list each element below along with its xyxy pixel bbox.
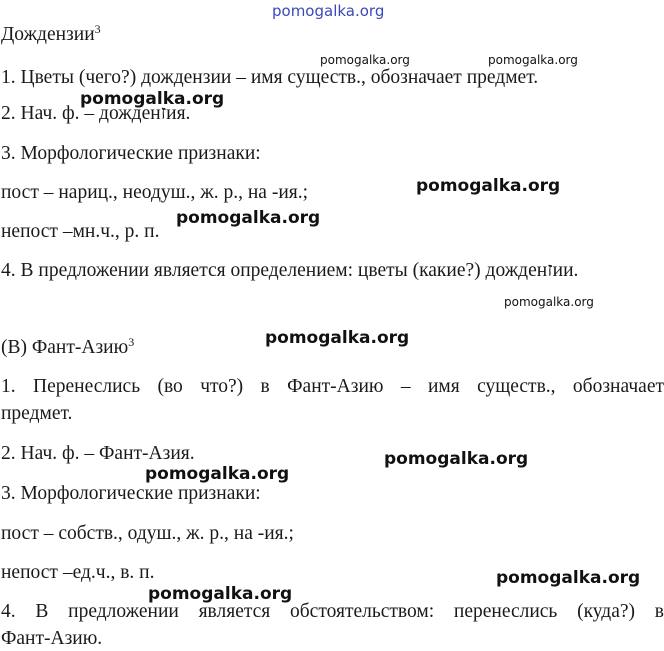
heading-b-word: Фант-Азию [31, 337, 129, 358]
heading-a [1, 23, 101, 47]
para-a-6: 4. В предложении является определением: цветы (какие?) дожденזии. [1, 260, 579, 281]
watermark: pomogalka.org [320, 53, 410, 67]
watermark: pomogalka.org [145, 464, 290, 484]
para-b-1-cont: предмет. [1, 403, 73, 424]
watermark: pomogalka.org [176, 208, 321, 228]
para-b-6-cont: Фант-Азию. [1, 628, 103, 649]
watermark: pomogalka.org [416, 176, 561, 196]
para-a-3: 3. Морфологические признаки: [1, 143, 261, 164]
para-a-1: 1. Цветы (чего?) дождензии – имя существ., обозначает предмет. [1, 67, 539, 88]
footnote-marker: 3 [94, 22, 101, 36]
heading-a-word: Дождензии [1, 24, 95, 45]
para-b-2: 2. Нач. ф. – Фант-Азия. [1, 443, 195, 464]
para-b-4: пост – собств., одуш., ж. р., на -ия.; [1, 523, 294, 544]
heading-b-prefix: (В) [1, 337, 27, 358]
watermark: pomogalka.org [148, 584, 293, 604]
watermark: pomogalka.org [384, 449, 529, 469]
watermark: pomogalka.org [272, 2, 385, 20]
para-a-5: непост –мн.ч., р. п. [1, 221, 160, 242]
para-b-3: 3. Морфологические признаки: [1, 483, 261, 504]
heading-b [1, 336, 134, 360]
footnote-marker: 3 [128, 335, 135, 349]
para-a-2: 2. Нач. ф. – дожденזия. [1, 103, 191, 124]
watermark: pomogalka.org [504, 295, 594, 309]
watermark: pomogalka.org [496, 568, 641, 588]
para-b-1: 1. Перенеслись (во что?) в Фант-Азию – имя существ., обозначает [1, 376, 664, 397]
para-a-4: пост – нариц., неодуш., ж. р., на -ия.; [1, 182, 309, 203]
watermark: pomogalka.org [80, 89, 225, 109]
watermark: pomogalka.org [265, 328, 410, 348]
para-b-6: 4. В предложении является обстоятельством: перенеслись (куда?) в [1, 601, 664, 622]
para-b-5: непост –ед.ч., в. п. [1, 562, 155, 583]
watermark: pomogalka.org [488, 53, 578, 67]
